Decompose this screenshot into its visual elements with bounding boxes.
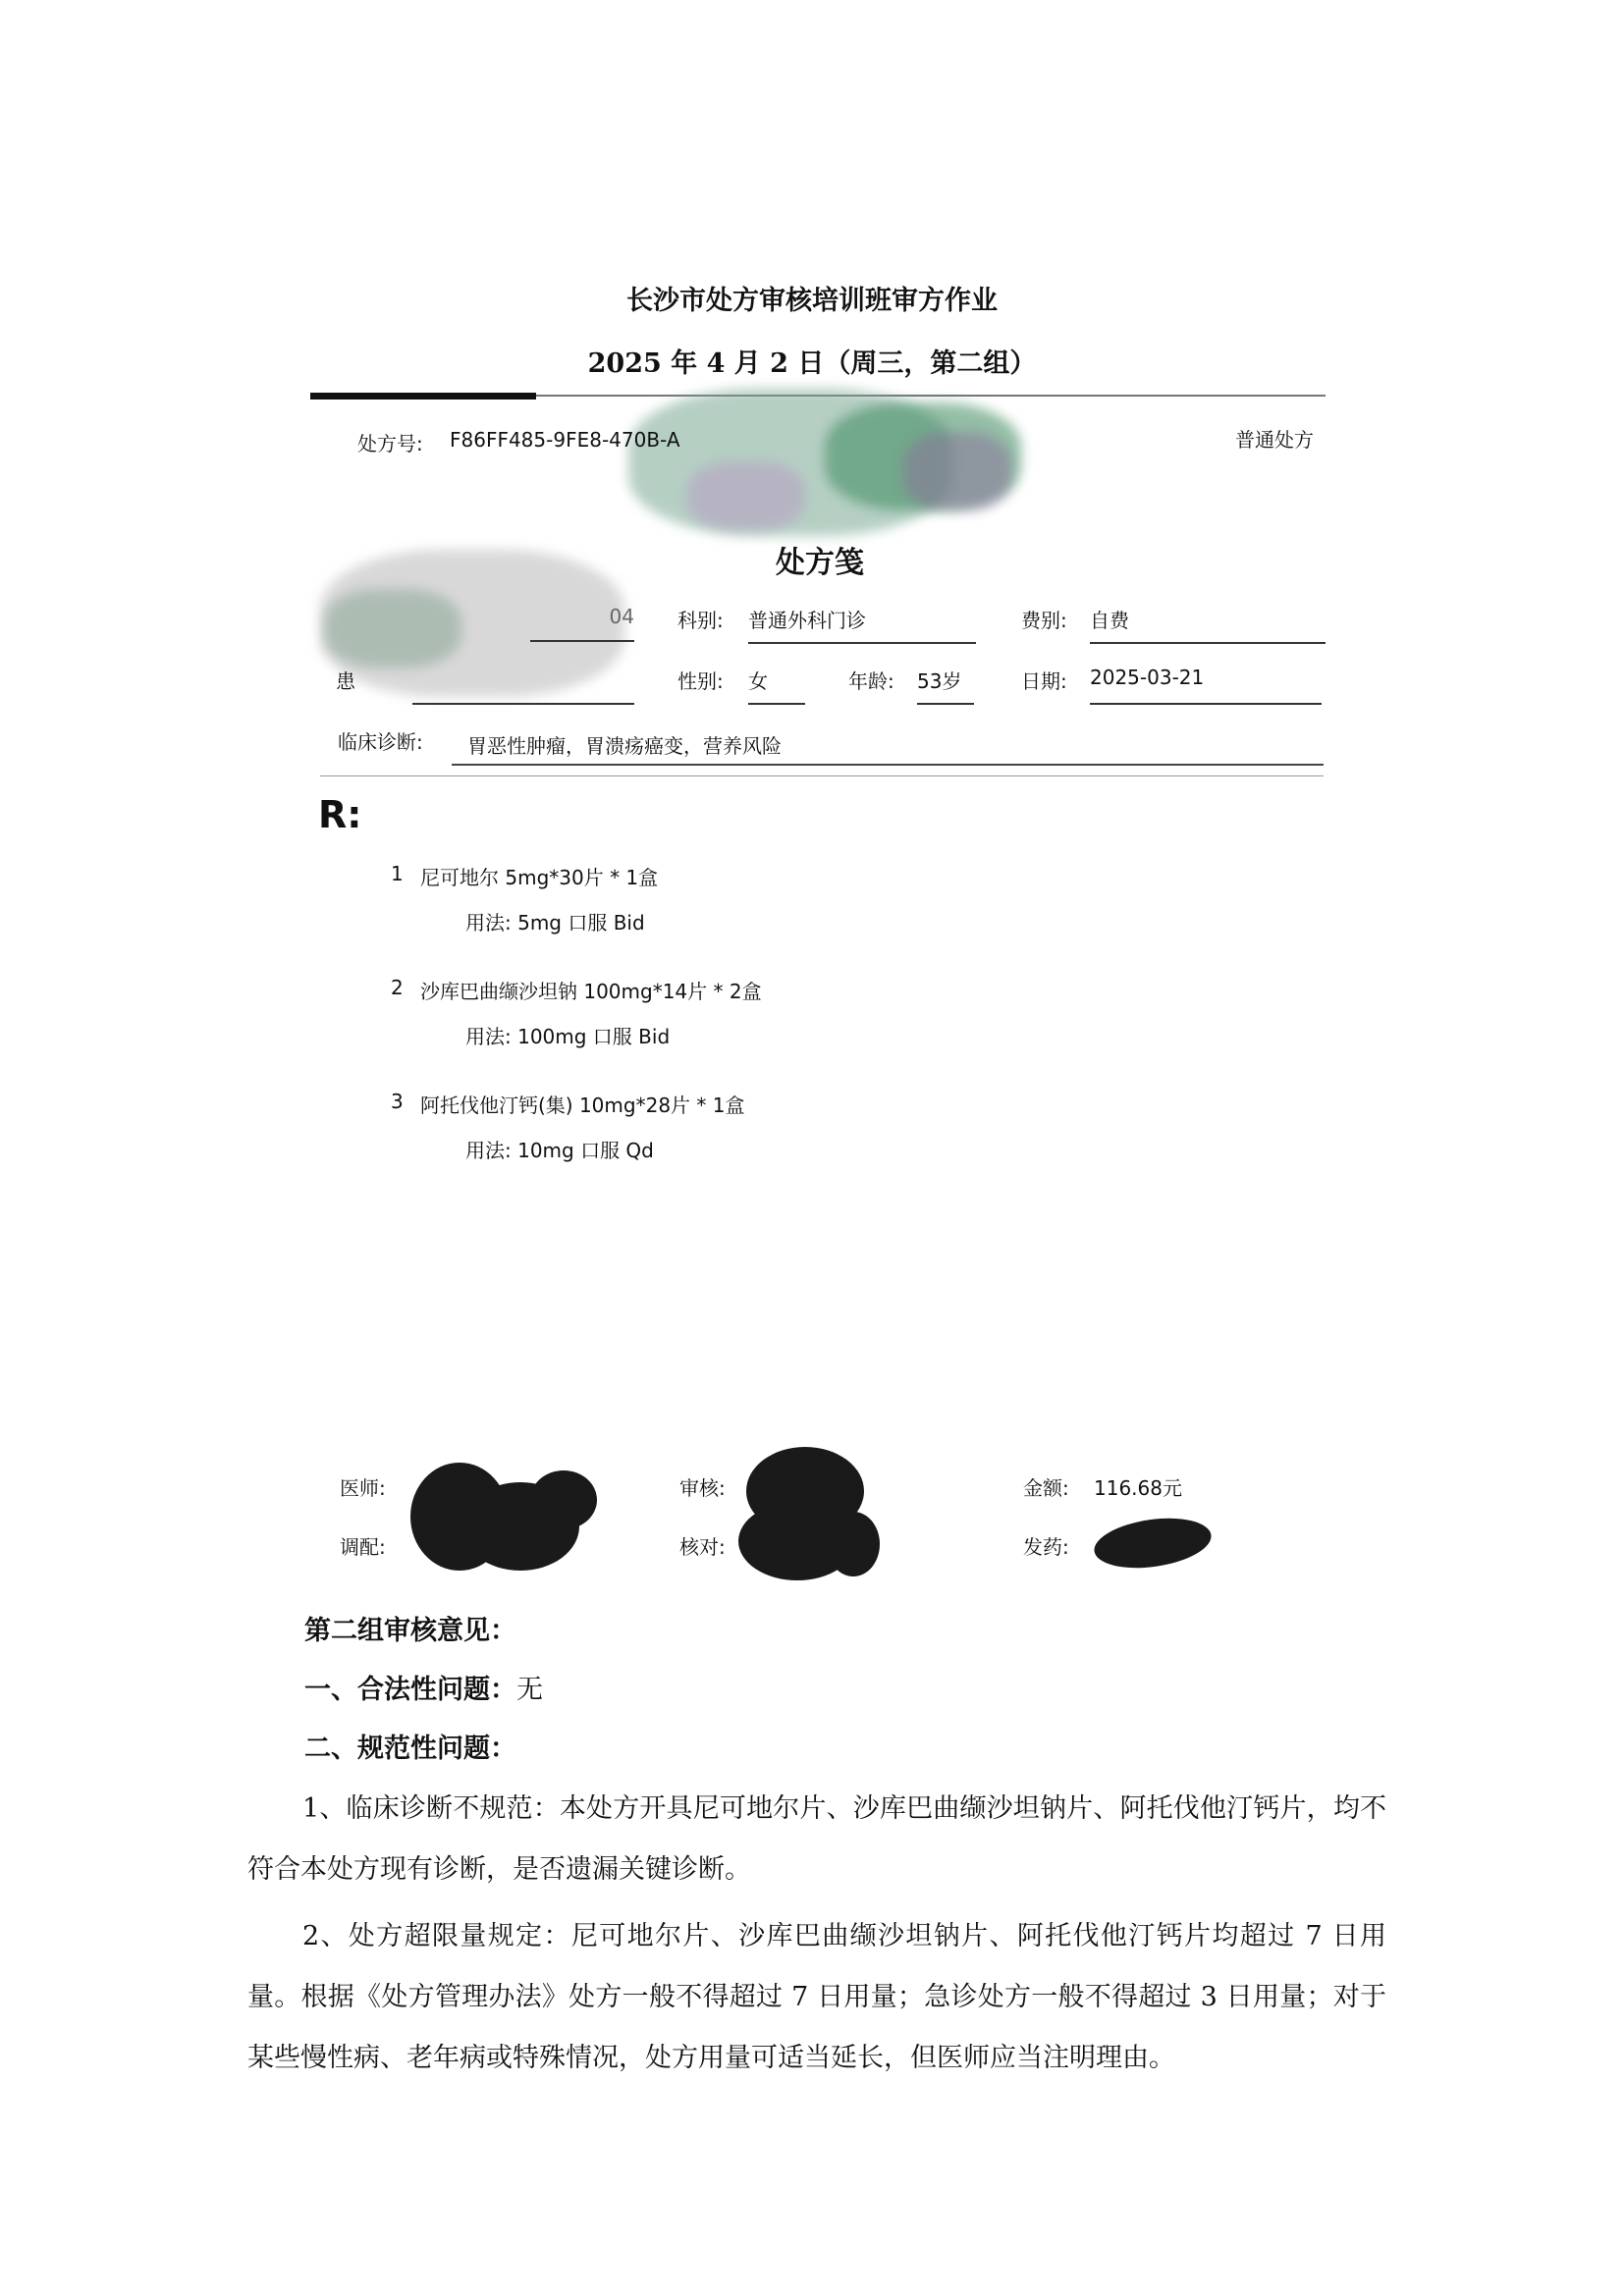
age-value: 53岁 xyxy=(917,666,974,705)
med-usage: 用法: 5mg 口服 Bid xyxy=(465,911,645,934)
diagnosis-value: 胃恶性肿瘤，胃溃疡癌变，营养风险 xyxy=(467,734,782,758)
signature-redaction xyxy=(530,1470,597,1529)
med-number: 3 xyxy=(391,1090,404,1113)
dispense-label: 调配: xyxy=(340,1535,386,1559)
rx-heading: 处方笺 xyxy=(776,546,864,580)
med-name: 阿托伐他汀钙(集) 10mg*28片 * 1盒 xyxy=(420,1094,745,1117)
diagnosis-label: 临床诊断: xyxy=(338,730,423,754)
norm-issue-2: 2、处方超限量规定：尼可地尔片、沙库巴曲缬沙坦钠片、阿托伐他汀钙片均超过 7 日用量。根据《处方管理办法》处方一般不得超过 7 日用量；急诊处方一般不得超过 3 日用量；对于某些慢性病、老年病或特殊情况，处方用量可适当延长，但医师应当注明理由。 xyxy=(247,1921,1386,2073)
date-label: 日期: xyxy=(1021,669,1067,693)
patient-name-field xyxy=(412,666,634,705)
issue-label: 发药: xyxy=(1023,1535,1069,1559)
rx-no-value: F86FF485-9FE8-470B-A xyxy=(450,428,680,452)
age-label: 年龄: xyxy=(848,669,894,693)
amount-label: 金额: xyxy=(1023,1476,1069,1500)
norm-issue-label: 二、规范性问题： xyxy=(304,1734,516,1764)
check-label: 核对: xyxy=(679,1535,726,1559)
document-title: 长沙市处方审核培训班审方作业 xyxy=(626,286,998,316)
med-name: 尼可地尔 5mg*30片 * 1盒 xyxy=(420,866,659,889)
redaction-smear xyxy=(687,461,805,530)
signature-redaction xyxy=(827,1512,880,1576)
date-value: 2025-03-21 xyxy=(1090,666,1322,705)
legal-label: 一、合法性问题： xyxy=(304,1675,516,1705)
med-number: 1 xyxy=(391,862,404,885)
opinion-heading: 第二组审核意见： xyxy=(304,1616,516,1646)
patient-id-partial: 04 xyxy=(530,605,634,642)
diagnosis-underline xyxy=(452,764,1324,766)
sex-value: 女 xyxy=(748,666,805,705)
dept-value: 普通外科门诊 xyxy=(748,605,976,644)
med-usage: 用法: 100mg 口服 Bid xyxy=(465,1025,671,1048)
patient-label-partial: 患 xyxy=(336,669,355,693)
norm-issue-1: 1、临床诊断不规范：本处方开具尼可地尔片、沙库巴曲缬沙坦钠片、阿托伐他汀钙片，均不符合本处方现有诊断，是否遗漏关键诊断。 xyxy=(247,1793,1386,1885)
fee-value: 自费 xyxy=(1090,605,1326,644)
doctor-label: 医师: xyxy=(340,1476,386,1500)
redaction-smear xyxy=(324,589,461,667)
review-label: 审核: xyxy=(679,1476,726,1500)
document-subtitle: 2025 年 4 月 2 日（周三，第二组） xyxy=(587,348,1037,379)
sex-label: 性别: xyxy=(677,669,724,693)
legal-issue xyxy=(304,1661,543,1720)
rx-no-label: 处方号: xyxy=(357,432,423,455)
med-name: 沙库巴曲缬沙坦钠 100mg*14片 * 2盒 xyxy=(420,980,762,1003)
scan-top-line xyxy=(536,395,1326,397)
med-number: 2 xyxy=(391,976,404,999)
header-divider xyxy=(320,775,1324,776)
med-usage: 用法: 10mg 口服 Qd xyxy=(465,1139,654,1162)
signature-redaction xyxy=(1091,1512,1215,1575)
rx-type: 普通处方 xyxy=(1235,428,1314,452)
scan-top-bar xyxy=(310,393,536,400)
redaction-smear xyxy=(903,432,1011,510)
dept-label: 科别: xyxy=(677,609,724,632)
fee-label: 费别: xyxy=(1021,609,1067,632)
legal-value: 无 xyxy=(516,1675,543,1705)
r-mark: R: xyxy=(318,793,362,836)
amount-value: 116.68元 xyxy=(1094,1476,1182,1500)
